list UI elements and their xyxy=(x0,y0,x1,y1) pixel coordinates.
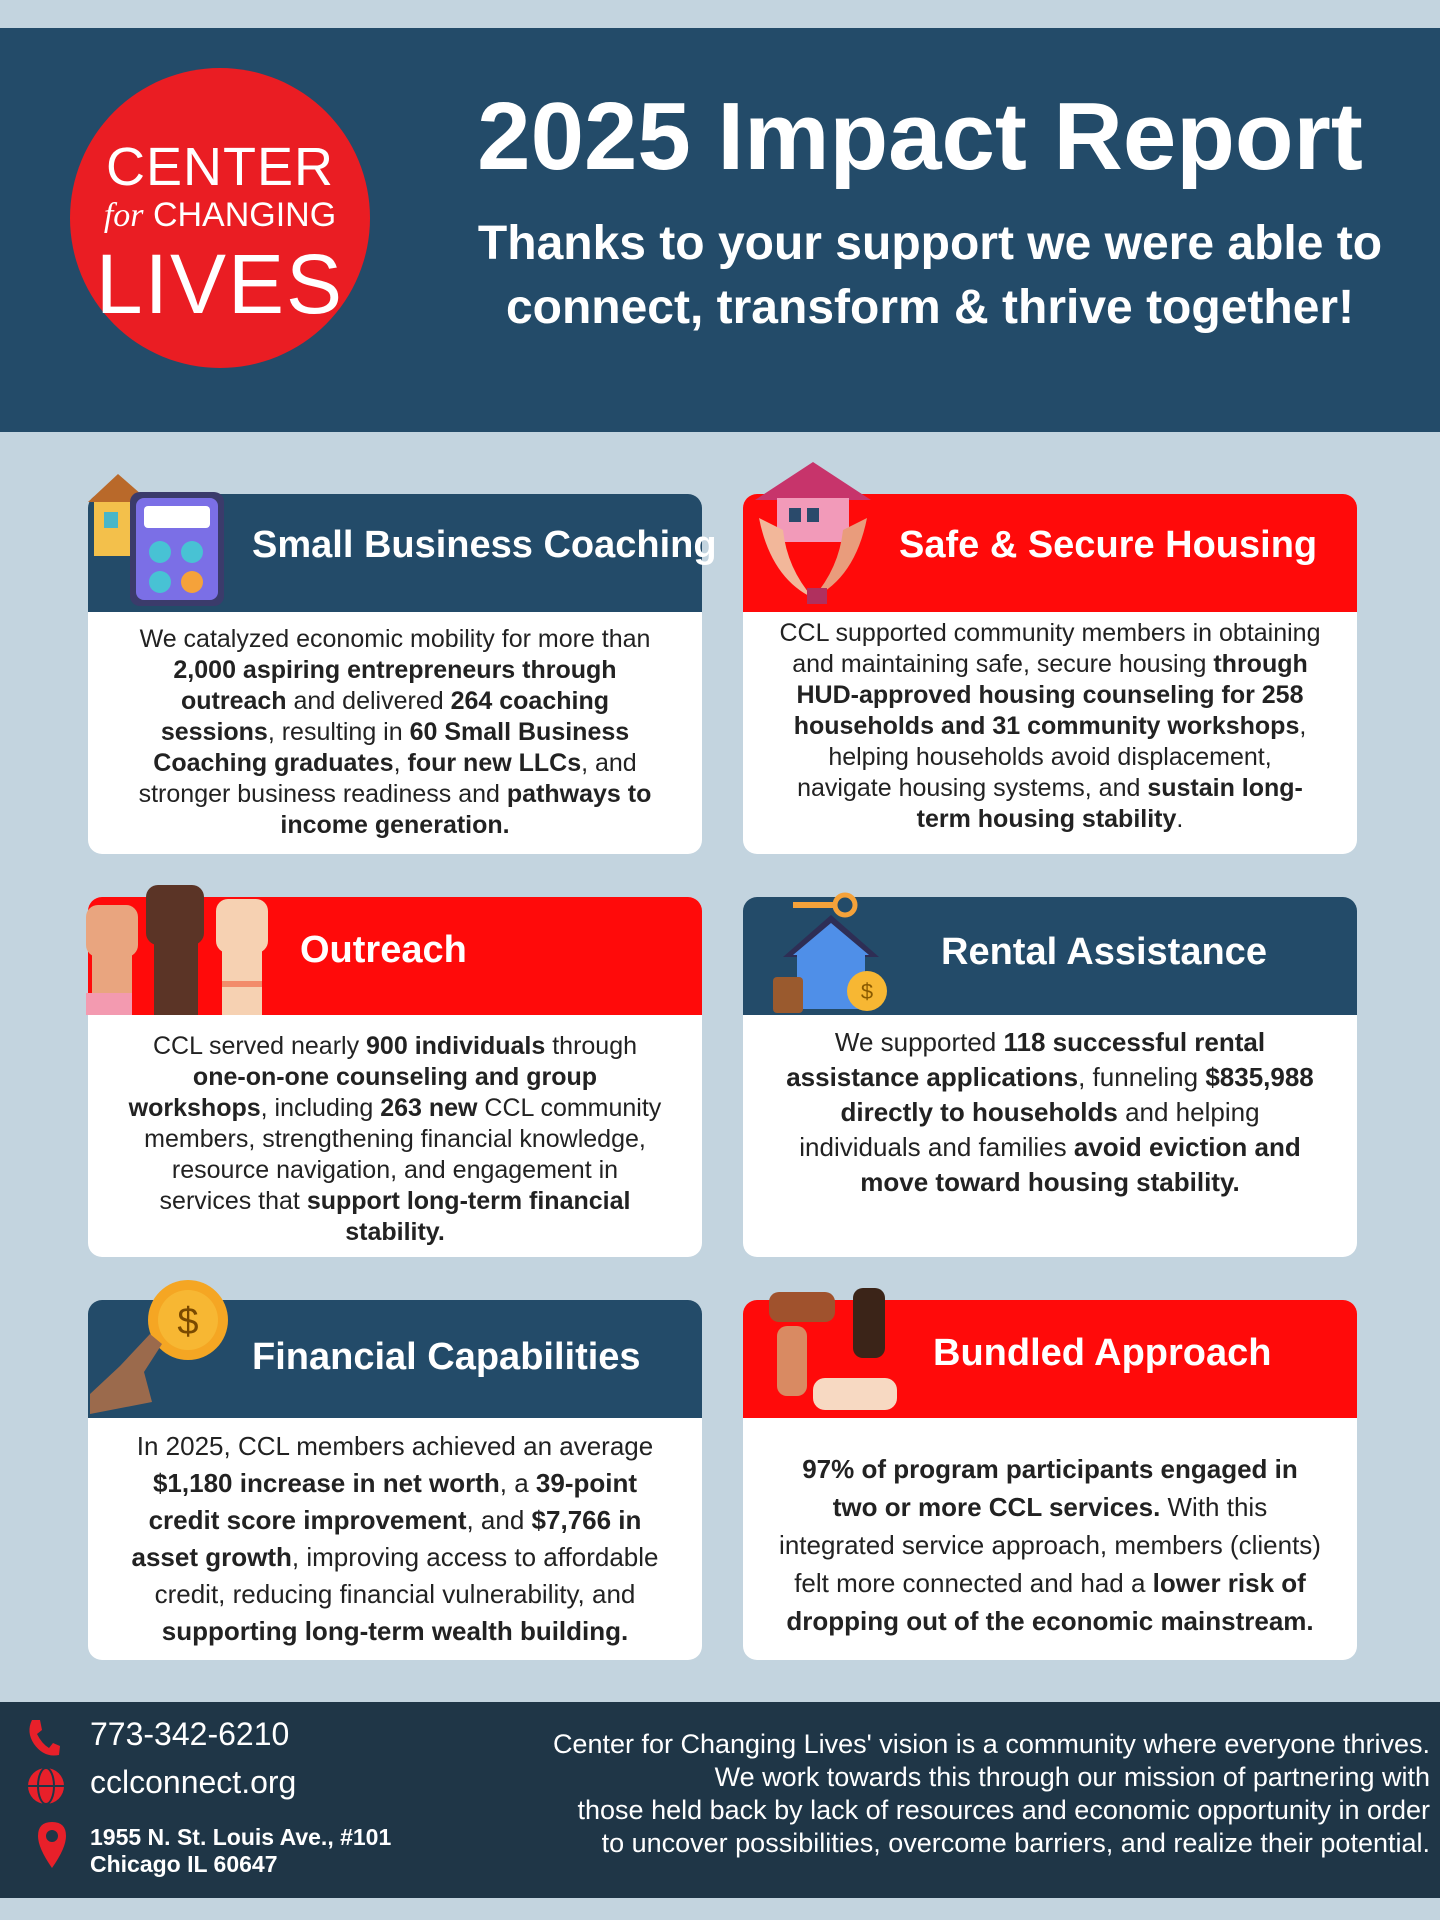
body-text-segment: , including xyxy=(260,1094,381,1122)
card-title: Safe & Secure Housing xyxy=(899,524,1318,566)
body-text-segment: , and stronger business readiness and xyxy=(138,749,637,808)
body-text-segment: $1,180 increase in net worth xyxy=(152,1468,500,1498)
card-title: Rental Assistance xyxy=(941,931,1267,973)
website-link[interactable]: cclconnect.org xyxy=(90,1764,297,1800)
body-text-segment: 2,000 aspiring entrepreneurs through outreach xyxy=(173,656,617,715)
body-text-segment: 900 individuals xyxy=(366,1032,546,1060)
body-text-segment: through xyxy=(545,1032,638,1060)
body-text-segment: In 2025, CCL members achieved an average xyxy=(136,1431,654,1461)
body-text-segment: , a xyxy=(499,1468,536,1498)
body-text-segment: 60 Small Business Coaching graduates xyxy=(153,718,630,777)
body-text-segment: , and xyxy=(466,1505,532,1535)
phone-number[interactable]: 773-342-6210 xyxy=(90,1716,290,1752)
body-text-segment: supporting long-term wealth building. xyxy=(161,1616,629,1646)
card-financial-capabilities xyxy=(88,1300,702,1660)
card-body xyxy=(779,1450,1321,1640)
body-text-segment: and helping individuals and families xyxy=(799,1097,1260,1162)
card-title: Small Business Coaching xyxy=(252,524,717,566)
body-text-segment: 118 successful rental assistance applications xyxy=(786,1027,1266,1092)
body-text-segment: . xyxy=(1176,805,1184,833)
logo-line-changing: for CHANGING xyxy=(103,196,337,234)
house-key-coins-icon xyxy=(773,891,903,1021)
body-text-segment: pathways to income generation. xyxy=(280,780,652,839)
card-title: Bundled Approach xyxy=(933,1332,1272,1374)
svg-text:$: $ xyxy=(177,1301,199,1343)
body-text-segment: four new LLCs xyxy=(407,749,582,777)
body-text-segment: 264 coaching sessions xyxy=(160,687,609,746)
body-text-segment: CCL community members, strengthening financial knowledge, resource navigation, and engagement in services that xyxy=(144,1094,662,1215)
card-body xyxy=(124,1031,666,1248)
logo-line-lives: LIVES xyxy=(95,237,345,331)
ccl-logo xyxy=(70,68,370,368)
body-text-segment: $7,766 in asset growth xyxy=(131,1505,642,1572)
body-text-segment: , funneling xyxy=(1078,1062,1206,1092)
card-rental-assistance xyxy=(743,897,1357,1257)
logo-line-center: CENTER xyxy=(105,137,334,197)
card-bundled-approach xyxy=(743,1300,1357,1660)
raised-fists-icon xyxy=(84,865,274,1015)
page-subtitle: Thanks to your support we were able to connect, transform & thrive together! xyxy=(477,217,1383,334)
body-text-segment: CCL served nearly xyxy=(152,1032,367,1060)
address: 1955 N. St. Louis Ave., #101 Chicago IL 60647 xyxy=(90,1824,392,1877)
footer xyxy=(0,1702,1440,1898)
body-text-segment: 263 new xyxy=(380,1094,478,1122)
body-text-segment: , helping households avoid displacement, navigate housing systems, and xyxy=(797,712,1307,802)
body-text-segment: lower risk of dropping out of the economic mainstream. xyxy=(786,1568,1314,1636)
svg-text:$: $ xyxy=(860,979,874,1004)
globe-icon xyxy=(26,1766,66,1806)
card-body xyxy=(779,1025,1321,1200)
body-text-segment: avoid eviction and move toward housing stability. xyxy=(860,1132,1301,1197)
body-text-segment: support long-term financial stability. xyxy=(306,1187,631,1246)
phone-icon xyxy=(26,1718,60,1758)
page-title: 2025 Impact Report xyxy=(477,83,1363,190)
body-text-segment: We supported xyxy=(834,1027,1004,1057)
calculator-house-icon xyxy=(78,462,228,612)
body-text-segment: , resulting in xyxy=(267,718,410,746)
body-text-segment: and delivered xyxy=(286,687,451,715)
card-outreach xyxy=(88,897,702,1257)
card-body xyxy=(124,624,666,841)
body-text-segment: one-on-one counseling and group workshops xyxy=(128,1063,598,1122)
body-text-segment: through HUD-approved housing counseling for 258 households and 31 community workshops xyxy=(793,650,1308,740)
hand-coin-icon xyxy=(90,1274,230,1414)
body-text-segment: 39-point credit score improvement xyxy=(148,1468,638,1535)
card-body xyxy=(124,1428,666,1650)
card-safe-secure-housing xyxy=(743,494,1357,854)
body-text-segment: , xyxy=(393,749,408,777)
card-title: Financial Capabilities xyxy=(252,1336,641,1378)
hands-house-icon xyxy=(747,458,879,608)
body-text-segment: $835,988 directly to households xyxy=(840,1062,1314,1127)
body-text-segment: 97% of program participants engaged in two or more CCL services. xyxy=(802,1454,1298,1522)
body-text-segment: With this integrated service approach, members (clients) felt more connected and had a xyxy=(779,1492,1321,1598)
body-text-segment: CCL supported community members in obtaining and maintaining safe, secure housing xyxy=(779,619,1321,678)
body-text-segment: , improving access to affordable credit, reducing financial vulnerability, and xyxy=(154,1542,659,1609)
card-title: Outreach xyxy=(300,929,467,971)
card-body xyxy=(779,618,1321,835)
card-small-business-coaching xyxy=(88,494,717,854)
location-pin-icon xyxy=(38,1822,66,1868)
mission-statement: Center for Changing Lives' vision is a community where everyone thrives. We work towards this through our mission of partnering with those held back by lack of resources and economic opportunity in order to uncover possibilities, overcome barriers, and realize their potential. xyxy=(552,1729,1430,1858)
joined-hands-icon xyxy=(763,1286,903,1426)
body-text-segment: sustain long-term housing stability xyxy=(916,774,1303,833)
body-text-segment: We catalyzed economic mobility for more than xyxy=(139,625,651,653)
